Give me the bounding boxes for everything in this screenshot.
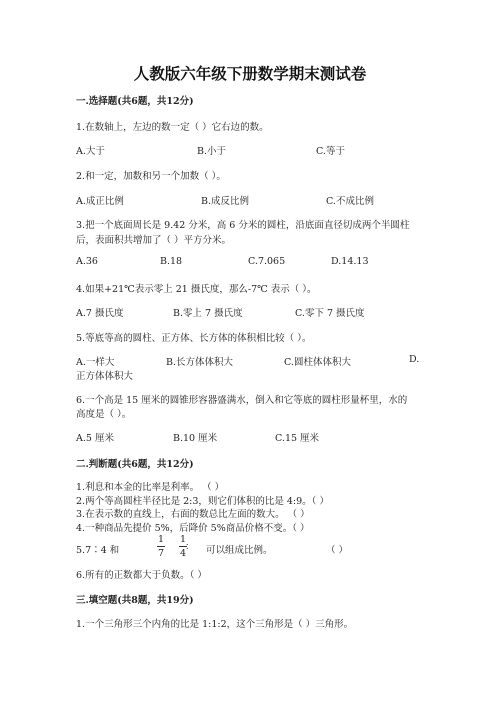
option-c: C.圆柱体体积大	[284, 357, 351, 368]
option-c: C.15 厘米	[275, 433, 320, 444]
answer-paren: （ ）	[326, 545, 349, 556]
option-b: B.长方体体积大	[166, 357, 234, 368]
option-a: A.大于	[76, 146, 105, 157]
option-d: D.	[409, 354, 420, 365]
page-title: 人教版六年级下册数学期末测试卷	[133, 64, 367, 83]
option-d-continuation: 正方体体积大	[76, 371, 134, 382]
question-text-cont: 后，表面积共增加了（ ）平方分米。	[76, 235, 232, 246]
option-a: A.7 摄氏度	[76, 308, 124, 319]
option-a: A.36	[76, 256, 98, 267]
judge-q5-suffix: 可以组成比例。	[206, 545, 273, 556]
judge-q5-prefix: 5.7∶4 和	[76, 545, 120, 556]
fraction-numerator: 1	[157, 534, 165, 545]
option-b: B.18	[160, 256, 183, 267]
fraction-bar	[179, 546, 187, 547]
option-b: B.成反比例	[201, 196, 250, 207]
option-c: C.不成比例	[326, 196, 374, 207]
fraction-one-fourth	[179, 534, 187, 559]
option-a: A.成正比例	[76, 196, 124, 207]
question-text: 4.如果+21℃表示零上 21 摄氏度，那么-7℃ 表示（ ）。	[76, 284, 317, 295]
section-heading-choice: 一.选择题(共6题，共12分)	[76, 96, 194, 107]
option-c: C.零下 7 摄氏度	[295, 308, 365, 319]
section-heading-judge: 二.判断题(共6题，共12分)	[76, 459, 194, 470]
question-text-cont: 高度是（ ）。	[76, 409, 132, 420]
option-c: C.7.065	[248, 256, 286, 267]
option-b: B.零上 7 摄氏度	[173, 308, 243, 319]
question-text: 2.和一定，加数和另一个加数（ ）。	[76, 171, 226, 182]
option-a: A.一样大	[76, 357, 115, 368]
fill-question: 1.一个三角形三个内角的比是 1:1:2，这个三角形是（ ）三角形。	[76, 619, 354, 630]
section-heading-fill: 三.填空题(共8题，共19分)	[76, 595, 194, 606]
judge-question: 4.一种商品先提价 5%，后降价 5%商品价格不变。（ ）	[76, 523, 310, 534]
fraction-bar	[157, 546, 165, 547]
question-text: 5.等底等高的圆柱、正方体、长方体的体积相比较（ ）。	[76, 333, 312, 344]
option-c: C.等于	[316, 146, 345, 157]
option-d: D.14.13	[331, 256, 369, 267]
option-b: B.10 厘米	[173, 433, 218, 444]
fraction-one-seventh	[157, 534, 165, 559]
option-a: A.5 厘米	[76, 433, 114, 444]
fraction-numerator: 1	[179, 534, 187, 545]
fraction-denominator: 7	[157, 548, 165, 559]
judge-question: 2.两个等高圆柱半径比是 2:3，则它们体积的比是 4:9。（ ）	[76, 496, 329, 507]
option-b: B.小于	[197, 146, 227, 157]
fraction-denominator: 4	[179, 548, 187, 559]
ratio-colon: ∶	[186, 542, 189, 553]
question-text: 6.一个高是 15 厘米的圆锥形容器盛满水，倒入和它等底的圆柱形量杯里，水的	[76, 395, 408, 406]
judge-question: 6.所有的正数都大于负数。（ ）	[76, 570, 207, 581]
judge-question: 3.在表示数的直线上，右面的数总比左面的数大。 （ ）	[76, 509, 310, 520]
question-text: 1.在数轴上，左边的数一定（ ）它右边的数。	[76, 122, 269, 133]
judge-question: 1.利息和本金的比率是利率。 （ ）	[76, 482, 225, 493]
question-text: 3.把一个底面周长是 9.42 分米，高 6 分米的圆柱，沿底面直径切成两个半圆柱	[76, 220, 410, 231]
